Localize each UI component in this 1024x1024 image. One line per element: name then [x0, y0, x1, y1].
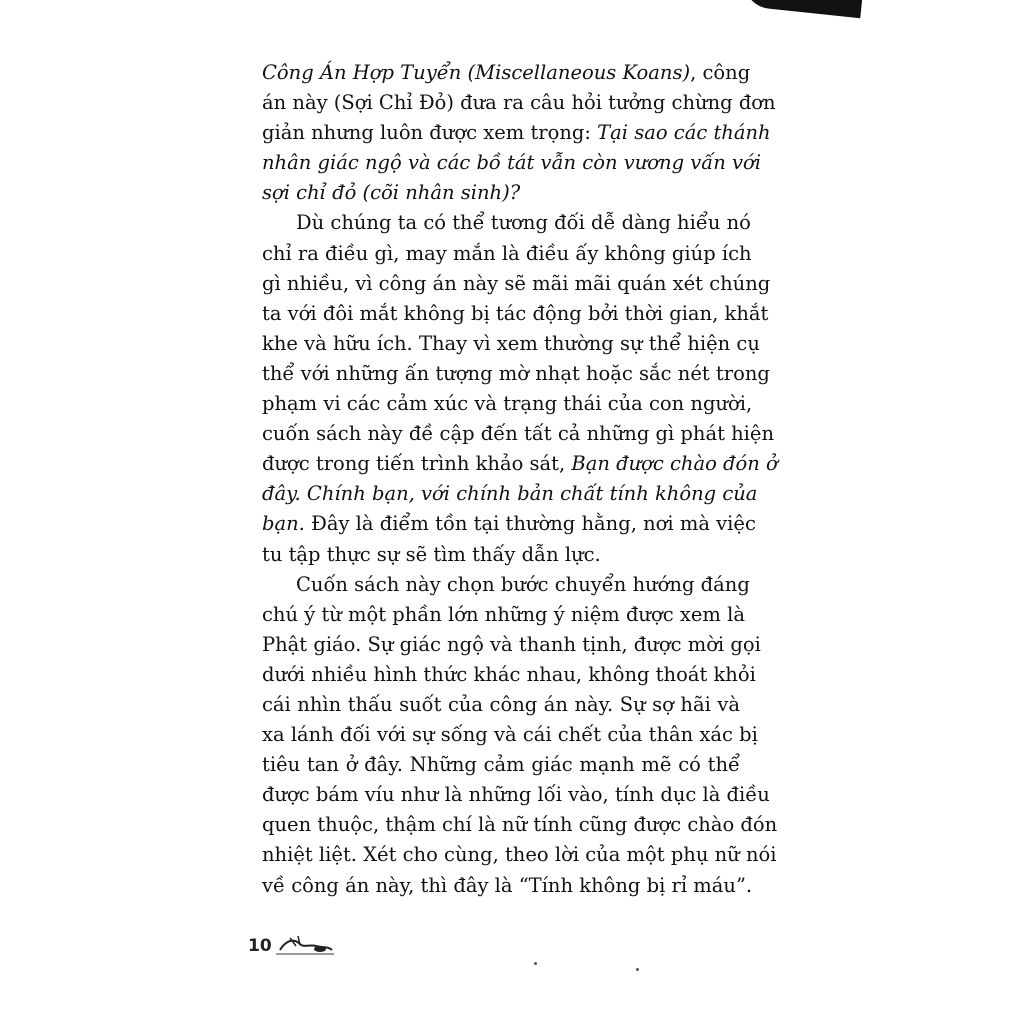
text-line: [262, 58, 751, 88]
italic-text: bạn.: [262, 512, 305, 536]
body-text: được trong tiến trình khảo sát,: [262, 452, 572, 476]
body-text: Phật giáo. Sự giác ngộ và thanh tịnh, được mời gọi: [262, 632, 761, 656]
body-text: nhiệt liệt. Xét cho cùng, theo lời của một phụ nữ nói: [262, 843, 777, 867]
text-line: [262, 419, 775, 449]
text-line: [262, 871, 753, 901]
body-text: chú ý từ một phần lớn những ý niệm được xem là: [262, 602, 745, 626]
body-text: giản nhưng luôn được xem trọng:: [262, 121, 598, 145]
page-corner-shadow: [741, 0, 863, 18]
text-line: [262, 570, 750, 600]
text-line: [262, 840, 777, 870]
text-line: [262, 540, 740, 570]
text-line: [262, 359, 770, 389]
text-line: [262, 118, 771, 148]
body-text: , công: [690, 61, 751, 84]
body-text: được bám víu như là những lối vào, tính dục là điều: [262, 783, 770, 807]
text-line: [262, 780, 770, 810]
text-line: [262, 269, 771, 299]
text-line: [262, 389, 753, 419]
body-text: tu tập thực sự sẽ tìm thấy dẫn lực.: [262, 542, 601, 566]
body-text: án này (Sợi Chỉ Đỏ) đưa ra câu hỏi tưởng chừng đơn: [262, 91, 776, 115]
body-text: xa lánh đối với sự sống và cái chết của thân xác bị: [262, 723, 758, 747]
text-line: [262, 208, 751, 238]
body-text: chỉ ra điều gì, may mắn là điều ấy không giúp ích: [262, 241, 752, 265]
text-line: [262, 720, 758, 750]
body-text: phạm vi các cảm xúc và trạng thái của con người,: [262, 392, 753, 416]
text-line: [262, 600, 745, 630]
body-text: Dù chúng ta có thể tương đối dễ dàng hiểu nó: [296, 211, 751, 235]
text-line: [262, 750, 740, 780]
italic-text: đây. Chính bạn, với chính bản chất tính không của: [262, 482, 758, 506]
italic-text: sợi chỉ đỏ (cõi nhân sinh)?: [262, 181, 521, 205]
text-line: [262, 239, 752, 269]
text-line: [262, 630, 761, 660]
body-text: tiêu tan ở đây. Những cảm giác mạnh mẽ có thể: [262, 753, 740, 777]
body-text: cuốn sách này đề cập đến tất cả những gì phát hiện: [262, 422, 775, 446]
body-text: về công án này, thì đây là “Tính không bị rỉ máu”.: [262, 873, 753, 897]
italic-text: Bạn được chào đón ở: [571, 452, 778, 476]
book-page-body: [262, 58, 778, 901]
body-text: Đây là điểm tồn tại thường hằng, nơi mà việc: [304, 512, 756, 536]
text-line: [262, 449, 778, 479]
body-text: ta với đôi mắt không bị tác động bởi thời gian, khắt: [262, 301, 769, 325]
text-line: [262, 660, 756, 690]
paper-speck: [636, 968, 639, 971]
text-line: [262, 178, 740, 208]
bird-ornament-icon: [276, 934, 336, 956]
italic-text: Công Án Hợp Tuyển (Miscellaneous Koans): [262, 61, 691, 84]
page-number: 10: [248, 936, 272, 956]
body-text: quen thuộc, thậm chí là nữ tính cũng được chào đón: [262, 813, 778, 837]
body-text: gì nhiều, vì công án này sẽ mãi mãi quán xét chúng: [262, 271, 771, 295]
body-text: thể với những ấn tượng mờ nhạt hoặc sắc nét trong: [262, 361, 770, 385]
body-text: cái nhìn thấu suốt của công án này. Sự sợ hãi và: [262, 692, 740, 716]
body-text: khe và hữu ích. Thay vì xem thường sự thể hiện cụ: [262, 331, 760, 355]
text-line: [262, 148, 761, 178]
italic-text: nhân giác ngộ và các bồ tát vẫn còn vương vấn với: [262, 151, 761, 175]
body-text: dưới nhiều hình thức khác nhau, không thoát khỏi: [262, 662, 756, 686]
text-line: [262, 88, 776, 118]
text-line: [262, 479, 758, 509]
text-line: [262, 329, 760, 359]
text-line: [262, 509, 756, 539]
page-footer: [248, 934, 336, 956]
text-line: [262, 810, 778, 840]
body-text: Cuốn sách này chọn bước chuyển hướng đáng: [296, 572, 750, 596]
text-line: [262, 690, 740, 720]
italic-text: Tại sao các thánh: [597, 121, 771, 145]
text-line: [262, 299, 769, 329]
paper-speck: [534, 962, 537, 965]
